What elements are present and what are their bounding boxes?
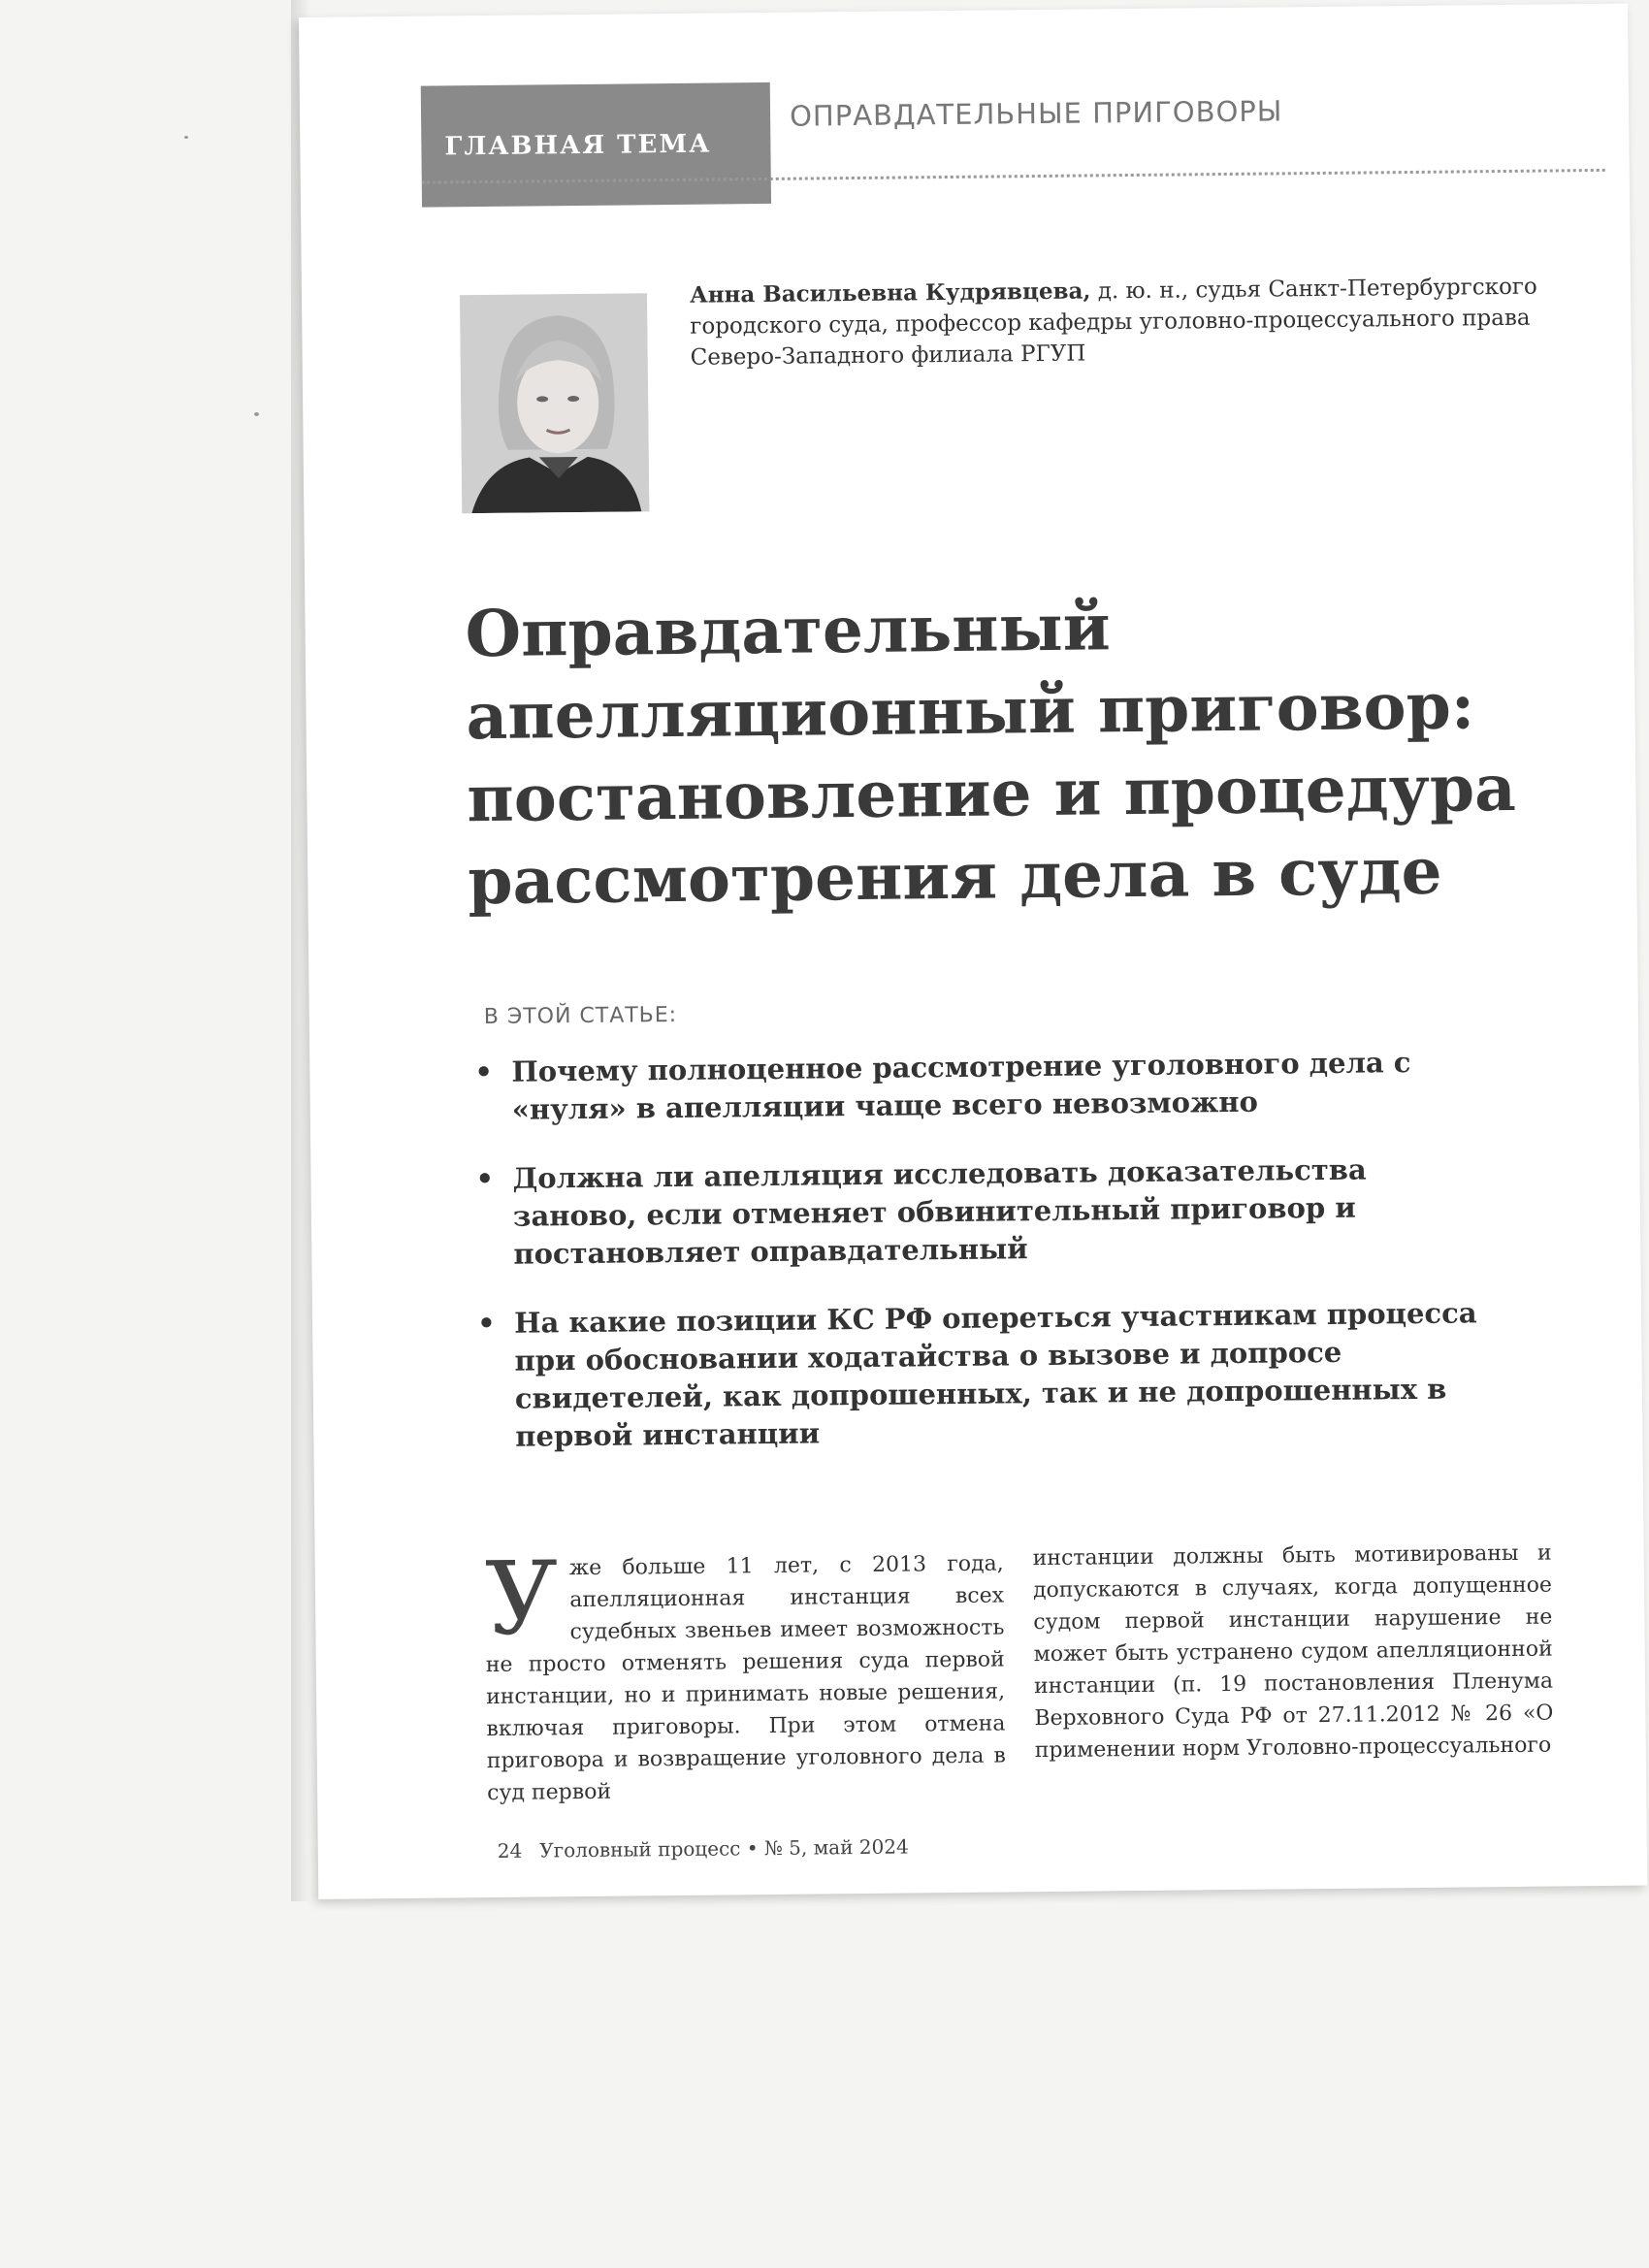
bullet-icon: •: [474, 1054, 494, 1089]
journal-issue: Уголовный процесс • № 5, май 2024: [539, 1834, 909, 1863]
article-title: Оправдательный апелляционный приговор: постановление и процедура рассмотрения дела в суде: [465, 589, 1517, 920]
in-article-item-text: Должна ли апелляция исследовать доказательства заново, если отменяет обвинительный приговор и постановляет оправдательный: [512, 1152, 1367, 1271]
drop-cap: У: [484, 1539, 559, 1659]
page-number: 24: [497, 1838, 523, 1863]
scan-speck: [254, 412, 259, 416]
body-column-left: [484, 1539, 1007, 1809]
author-name: Анна Васильевна Кудрявцева,: [689, 277, 1091, 308]
section-topic: ОПРАВДАТЕЛЬНЫЕ ПРИГОВОРЫ: [789, 94, 1283, 133]
author-info: [690, 271, 1564, 373]
in-article-item: [475, 1150, 1495, 1274]
magazine-page: [299, 4, 1647, 1899]
in-article-item-text: На какие позиции КС РФ опереться участникам процесса при обосновании ходатайства о вызове и допросе свидетелей, как допрошенных, так и не допрошенных в первой инстанции: [513, 1296, 1477, 1453]
body-text-right: инстанции должны быть мотивированы и допускаются в случаях, когда допущенное судом первой инстанции нарушение не может быть устранено судом апелляционной инстанции (п. 19 постановления Пленума Верховного Суда РФ от 27.11.2012 № 26 «О применении норм Уголовно-процессуального: [1032, 1540, 1554, 1764]
in-article-item: [474, 1043, 1494, 1129]
section-tag: [421, 82, 771, 208]
body-text-left: же больше 11 лет, с 2013 года, апелляционная инстанция всех судебных звеньев имеет возможность не просто отменять решения суда первой инстанции, но и принимать новые решения, включая приговоры. При этом отмена приговора и возвращение уголовного дела в суд первой: [485, 1551, 1006, 1806]
author-photo: [460, 293, 649, 513]
section-tag-label: ГЛАВНАЯ ТЕМА: [444, 129, 712, 161]
author-portrait-image: [460, 293, 649, 513]
in-article-item: [477, 1294, 1498, 1456]
bullet-icon: •: [476, 1306, 496, 1341]
bullet-icon: •: [475, 1161, 495, 1196]
page-footer: [498, 1835, 909, 1863]
body-column-right: [1033, 1538, 1554, 1767]
in-article-label: В ЭТОЙ СТАТЬЕ:: [483, 1002, 678, 1030]
in-article-list: [474, 1043, 1498, 1487]
in-article-item-text: Почему полноценное рассмотрение уголовного дела с «нуля» в апелляции чаще всего невозможно: [511, 1046, 1411, 1126]
scan-speck: [184, 136, 188, 139]
author-credentials: д. ю. н., судья Санкт-Петербургского городского суда, профессор кафедры уголовно-процессуального права Северо-Западного филиала РГУП: [690, 274, 1537, 371]
